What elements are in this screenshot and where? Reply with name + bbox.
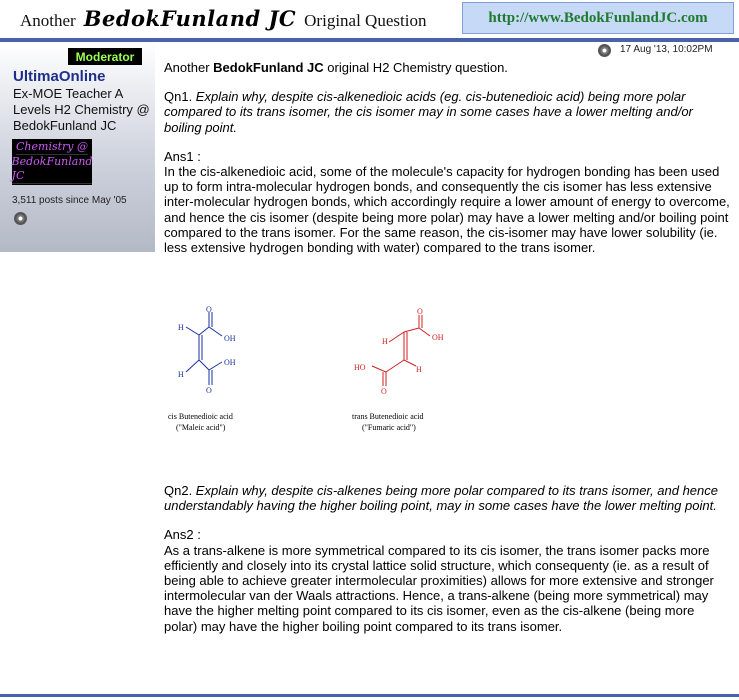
q2-label: Qn2.	[164, 483, 196, 498]
post-body-2	[164, 483, 730, 634]
q1-label: Qn1.	[164, 89, 196, 105]
svg-text:O: O	[206, 305, 212, 314]
svg-text:O: O	[417, 307, 423, 316]
site-url-text: http://www.BedokFunlandJC.com	[488, 9, 708, 26]
intro-bold: BedokFunland JC	[213, 60, 324, 75]
cis-caption-1: cis Butenedioic acid	[168, 412, 233, 421]
cis-molecule	[186, 312, 222, 385]
cis-caption-2: ("Maleic acid")	[176, 423, 226, 432]
trans-caption-1: trans Butenedioic acid	[352, 412, 424, 421]
answer-2-text: As a trans-alkene is more symmetrical compared to its cis isomer, the trans isomer packs more efficiently and closely into its crystal lattice solid structure, which consequenty (ie. as a result of being able to achieve greater intermolecular proximities) allows for more extensive and stronger intermolecular van der Waals attractions. Hence, a trans-alkene (being more symmetrical) may have the higher melting point compared to its cis isomer, even as the cis-alkene (being more polar) may have the higher boiling point compared to its trans isomer.	[164, 542, 714, 634]
svg-text:OH: OH	[224, 334, 236, 343]
trans-caption-2: ("Fumaric acid")	[362, 423, 416, 432]
user-title: Ex-MOE Teacher A Levels H2 Chemistry @ BedokFunland JC	[13, 86, 150, 133]
title-logo: BedokFunland JC	[83, 6, 297, 31]
q2-text: Explain why, despite cis-alkenes being more polar compared to its trans isomer, and hence understandably having the higher boiling point, may in some cases have the lower melting point.	[164, 483, 718, 514]
svg-text:OH: OH	[224, 358, 236, 367]
trans-molecule	[372, 315, 430, 386]
site-url-link[interactable]	[462, 2, 734, 34]
header-bar	[0, 0, 739, 40]
svg-text:HO: HO	[354, 363, 366, 372]
question-1	[164, 89, 730, 135]
user-sidebar	[0, 42, 155, 252]
avatar-line-1: Chemistry @	[16, 140, 88, 153]
post-options-gear-icon[interactable]	[598, 44, 611, 57]
post-count: 3,511 posts since May '05	[12, 195, 127, 206]
question-2	[164, 483, 730, 513]
avatar-line-2: BedokFunland JC	[11, 155, 93, 182]
answer-1-text: In the cis-alkenedioic acid, some of the molecule's capacity for hydrogen bonding has been used up to form intra-molecular hydrogen bonds, and consequently the cis isomer has less extensive inter-molecular hydrogen bonds, which accordingly require a lower amount of energy to overcome, and hence the cis isomer (despite being more polar) may have a lower melting and/or boiling point compared to the trans isomer. For the same reason, the cis-isomer may have lower solubility (ie. less extensive hydrogen bonding with water) compared to the trans isomer.	[164, 164, 730, 256]
post-date: 17 Aug '13, 10:02PM	[620, 44, 713, 55]
footer-divider	[0, 694, 739, 697]
title-suffix: Original Question	[304, 11, 427, 30]
svg-text:H: H	[178, 370, 184, 379]
q1-text: Explain why, despite cis-alkenedioic acids (eg. cis-butenedioic acid) being more polar compared to its trans isomer, the cis isomer may in some cases have a lower melting and/or boiling point.	[164, 89, 693, 135]
answer-1-label: Ans1 :	[164, 148, 201, 164]
header-title	[20, 6, 426, 32]
svg-text:H: H	[382, 337, 388, 346]
svg-text:O: O	[206, 386, 212, 395]
molecule-diagrams	[164, 300, 464, 440]
svg-text:H: H	[178, 323, 184, 332]
title-prefix: Another	[20, 11, 76, 30]
molecule-captions	[168, 412, 424, 432]
svg-text:H: H	[416, 365, 422, 374]
trans-atoms	[354, 307, 444, 396]
cis-atoms	[178, 305, 236, 395]
post-intro: Another BedokFunland JC original H2 Chemistry question.	[164, 60, 508, 75]
user-options-gear-icon[interactable]	[14, 212, 27, 225]
answer-2-label: Ans2 :	[164, 527, 201, 543]
avatar	[12, 139, 92, 185]
username-link[interactable]: UltimaOnline	[13, 68, 106, 85]
svg-text:O: O	[381, 387, 387, 396]
moderator-badge: Moderator	[68, 48, 142, 65]
svg-text:OH: OH	[432, 333, 444, 342]
post-body	[164, 60, 730, 255]
